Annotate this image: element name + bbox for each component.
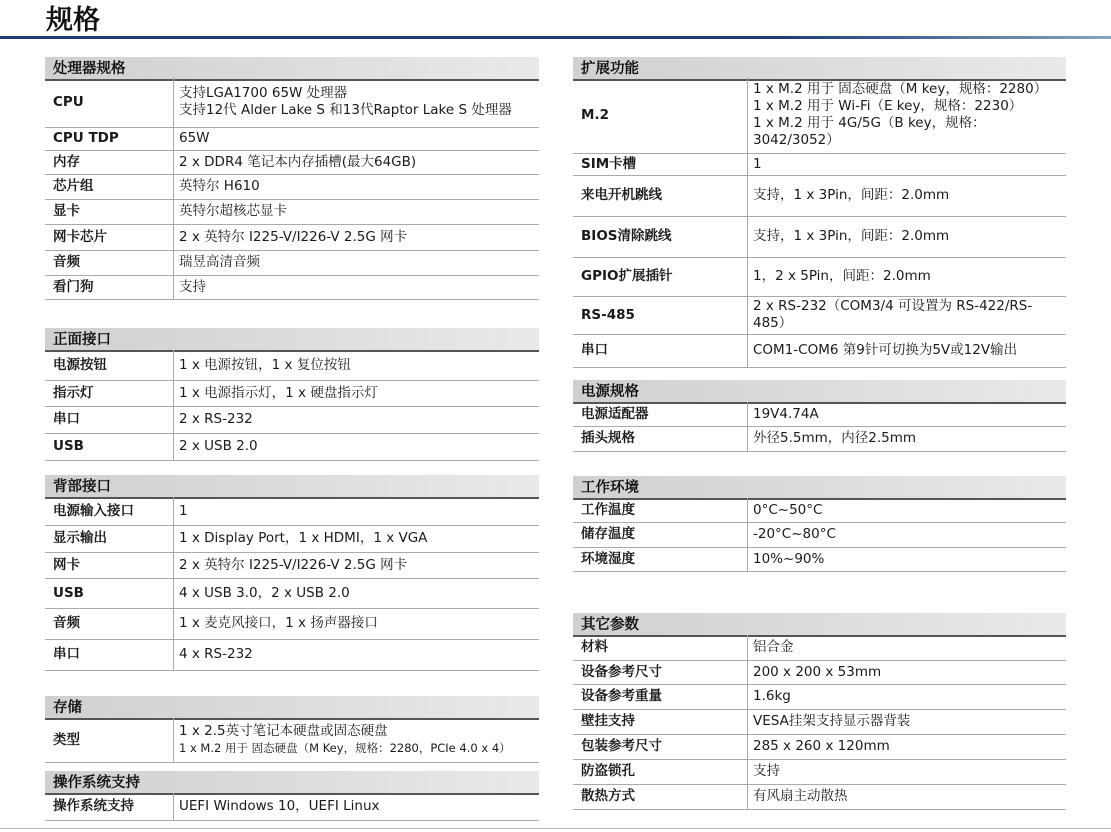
spec-value-line: 支持 [179,278,206,295]
spec-row [573,734,1066,760]
spec-key: USB [53,438,84,454]
section-title: 正面接口 [53,332,111,348]
spec-value-line: 1，2 x 5Pin，间距：2.0mm [753,268,931,284]
spec-key: 串口 [53,646,80,662]
spec-value-line: 285 x 260 x 120mm [753,738,890,754]
left-section-3 [45,696,539,763]
spec-value-line: COM1-COM6 第9针可切换为5V或12V输出 [753,342,1018,358]
section-title: 存储 [53,700,82,716]
spec-value [747,709,1062,734]
spec-key: 防盗锁孔 [581,763,635,779]
spec-value-line: 19V4.74A [753,405,819,422]
spec-key: 显示输出 [53,530,107,546]
spec-value-line: 3042/3052） [753,132,840,148]
spec-row [573,498,1066,523]
right-section-3 [573,613,1066,810]
spec-key: 串口 [53,411,80,427]
spec-row [573,660,1066,685]
section-title: 扩展功能 [581,61,639,77]
spec-key: 电源按钮 [53,356,107,373]
spec-value [747,153,1062,175]
spec-row [45,639,539,671]
spec-value [173,380,535,406]
spec-row [573,759,1066,785]
spec-key: 电源适配器 [581,405,649,422]
left-section-0 [45,57,539,300]
spec-key: 看门狗 [53,278,94,295]
section-header [45,328,539,352]
section-header [45,771,539,795]
spec-key: SIM卡槽 [581,155,637,172]
spec-row [45,608,539,640]
spec-value [173,150,535,174]
spec-row [573,175,1066,217]
spec-row [45,497,539,526]
spec-key: CPU [53,93,84,110]
spec-row [573,402,1066,427]
spec-key: 来电开机跳线 [581,187,662,203]
spec-value-line: 支持 [753,763,780,779]
spec-row [45,350,539,381]
spec-key: BIOS清除跳线 [581,228,672,244]
spec-value [173,275,535,299]
spec-value [747,784,1062,809]
section-header [573,476,1066,500]
bottom-rule [0,828,1111,829]
spec-key: 设备参考重量 [581,688,662,704]
spec-value-line: 4 x RS-232 [179,646,253,662]
spec-value-line: 1 x M.2 用于 4G/5G（B key，规格： [753,115,986,131]
left-section-2 [45,475,539,671]
spec-row [45,275,539,300]
spec-value-line: 4 x USB 3.0，2 x USB 2.0 [179,584,350,601]
spec-value [747,635,1062,660]
spec-key: 环境湿度 [581,550,635,567]
section-title: 其它参数 [581,617,639,633]
spec-value-line: 0°C~50°C [753,501,823,518]
spec-value-line: 1.6kg [753,688,791,704]
spec-row [573,709,1066,735]
spec-key: GPIO扩展插针 [581,268,673,284]
spec-key: CPU TDP [53,130,119,146]
spec-value [747,734,1062,759]
spec-value-line: 1 x 2.5英寸笔记本硬盘或固态硬盘 [179,723,388,739]
spec-value-line: 支持LGA1700 65W 处理器 [179,85,348,101]
spec-key: 类型 [53,731,80,748]
spec-key: 储存温度 [581,526,635,542]
spec-value [173,224,535,250]
spec-value [747,216,1062,257]
spec-value [173,497,535,525]
spec-value-line: -20°C~80°C [753,526,836,542]
spec-key: 网卡芯片 [53,228,107,245]
spec-row [45,77,539,128]
spec-value [173,793,535,820]
spec-value-line: 英特尔 H610 [179,178,260,194]
right-section-2 [573,476,1066,572]
spec-value [747,296,1062,334]
spec-row [45,150,539,175]
spec-row [573,684,1066,710]
spec-key: RS-485 [581,306,635,323]
spec-value-line: 支持，1 x 3Pin，间距：2.0mm [753,187,950,203]
spec-value-line: 1 [753,155,762,172]
spec-value [173,199,535,224]
spec-value-line: 200 x 200 x 53mm [753,663,882,680]
spec-value [173,77,535,127]
spec-key: 网卡 [53,556,80,573]
spec-key: 指示灯 [53,384,94,401]
spec-value-line: 铝合金 [753,639,794,655]
spec-row [573,635,1066,661]
spec-value [173,552,535,578]
spec-value [173,718,535,762]
spec-key: 显卡 [53,203,80,219]
spec-value [747,77,1062,153]
spec-value-line: 英特尔超核芯显卡 [179,203,287,219]
spec-value-line: 2 x RS-232 [179,411,253,427]
spec-value-line: 1 x M.2 用于 固态硬盘（M key，规格：2280） [753,81,1048,97]
spec-value [747,660,1062,684]
spec-value [173,406,535,433]
spec-value [173,127,535,150]
spec-value-line: 65W [179,130,210,146]
spec-value-line: 瑞昱高清音频 [179,254,260,270]
spec-row [45,406,539,434]
spec-value-line: 2 x DDR4 笔记本内存插槽(最大64GB) [179,153,417,170]
right-section-0 [573,57,1066,368]
section-title: 操作系统支持 [53,775,140,791]
spec-row [573,296,1066,335]
spec-row [573,153,1066,176]
spec-key: 音频 [53,254,80,270]
spec-row [45,718,539,763]
left-section-4 [45,771,539,821]
spec-value-line: 1 x M.2 用于 固态硬盘（M Key，规格：2280，PCIe 4.0 x 4） [179,741,511,755]
spec-key: 壁挂支持 [581,713,635,729]
spec-value [173,433,535,460]
spec-key: M.2 [581,106,609,123]
spec-value-line: 10%~90% [753,550,825,567]
spec-key: 内存 [53,153,80,170]
spec-key: 包装参考尺寸 [581,738,662,754]
spec-value [747,759,1062,784]
spec-value [173,250,535,275]
section-header [45,696,539,720]
spec-value [173,174,535,199]
title-rule [0,36,1111,39]
spec-value-line: 1 x Display Port，1 x HDMI，1 x VGA [179,530,428,546]
spec-value-line: 2 x USB 2.0 [179,438,258,454]
spec-row [45,433,539,461]
section-header [573,613,1066,637]
spec-value-line: 有风扇主动散热 [753,788,848,804]
spec-row [45,578,539,609]
spec-key: 插头规格 [581,430,635,446]
spec-value [747,257,1062,296]
spec-row [45,250,539,276]
spec-value-line: 485） [753,315,793,331]
spec-value [173,350,535,380]
spec-row [573,77,1066,154]
spec-value [747,684,1062,709]
spec-value-line: UEFI Windows 10，UEFI Linux [179,798,380,814]
spec-row [573,547,1066,572]
spec-key: 电源输入接口 [53,502,134,519]
spec-value-line: 1 x 电源指示灯，1 x 硬盘指示灯 [179,384,378,401]
spec-value [747,175,1062,216]
spec-row [45,224,539,251]
spec-value-line: 支持，1 x 3Pin，间距：2.0mm [753,228,950,244]
spec-value-line: 1 x M.2 用于 Wi-Fi（E key，规格：2230） [753,98,1023,114]
spec-value [747,547,1062,571]
spec-row [45,793,539,821]
spec-value [173,608,535,639]
spec-value-line: 1 [179,502,188,519]
spec-value [173,525,535,552]
spec-key: 串口 [581,342,608,358]
spec-value [173,639,535,670]
right-section-1 [573,380,1066,452]
left-section-1 [45,328,539,461]
spec-value [747,498,1062,522]
spec-value-line: 外径5.5mm，内径2.5mm [753,430,917,446]
spec-value-line: 2 x 英特尔 I225-V/I226-V 2.5G 网卡 [179,556,408,573]
spec-value [747,522,1062,547]
spec-value-line: VESA挂架支持显示器背装 [753,713,911,729]
section-header [573,380,1066,404]
spec-row [573,522,1066,548]
spec-value [747,334,1062,367]
page-title: 规格 [46,5,100,36]
section-title: 背部接口 [53,479,111,495]
spec-key: 芯片组 [53,178,94,194]
spec-value-line: 1 x 电源按钮，1 x 复位按钮 [179,356,351,373]
spec-row [45,380,539,407]
section-title: 处理器规格 [53,61,126,77]
spec-value-line: 2 x RS-232（COM3/4 可设置为 RS-422/RS- [753,298,1033,314]
spec-row [573,257,1066,297]
spec-key: 工作温度 [581,501,635,518]
spec-row [573,784,1066,810]
spec-row [573,334,1066,368]
section-header [45,475,539,499]
spec-key: 操作系统支持 [53,798,134,814]
spec-value [747,402,1062,426]
spec-key: 材料 [581,639,608,655]
spec-key: 音频 [53,615,80,631]
spec-value [173,578,535,608]
spec-value-line: 支持12代 Alder Lake S 和13代Raptor Lake S 处理器 [179,102,512,118]
spec-row [45,199,539,225]
spec-row [573,426,1066,452]
spec-row [573,216,1066,258]
section-title: 电源规格 [581,384,639,400]
spec-key: USB [53,584,84,601]
spec-row [45,525,539,553]
spec-key: 散热方式 [581,788,635,804]
spec-value-line: 2 x 英特尔 I225-V/I226-V 2.5G 网卡 [179,228,408,245]
spec-key: 设备参考尺寸 [581,663,662,680]
section-title: 工作环境 [581,480,639,496]
spec-row [45,174,539,200]
spec-row [45,552,539,579]
spec-value-line: 1 x 麦克风接口，1 x 扬声器接口 [179,615,378,631]
spec-row [45,127,539,151]
spec-value [747,426,1062,451]
